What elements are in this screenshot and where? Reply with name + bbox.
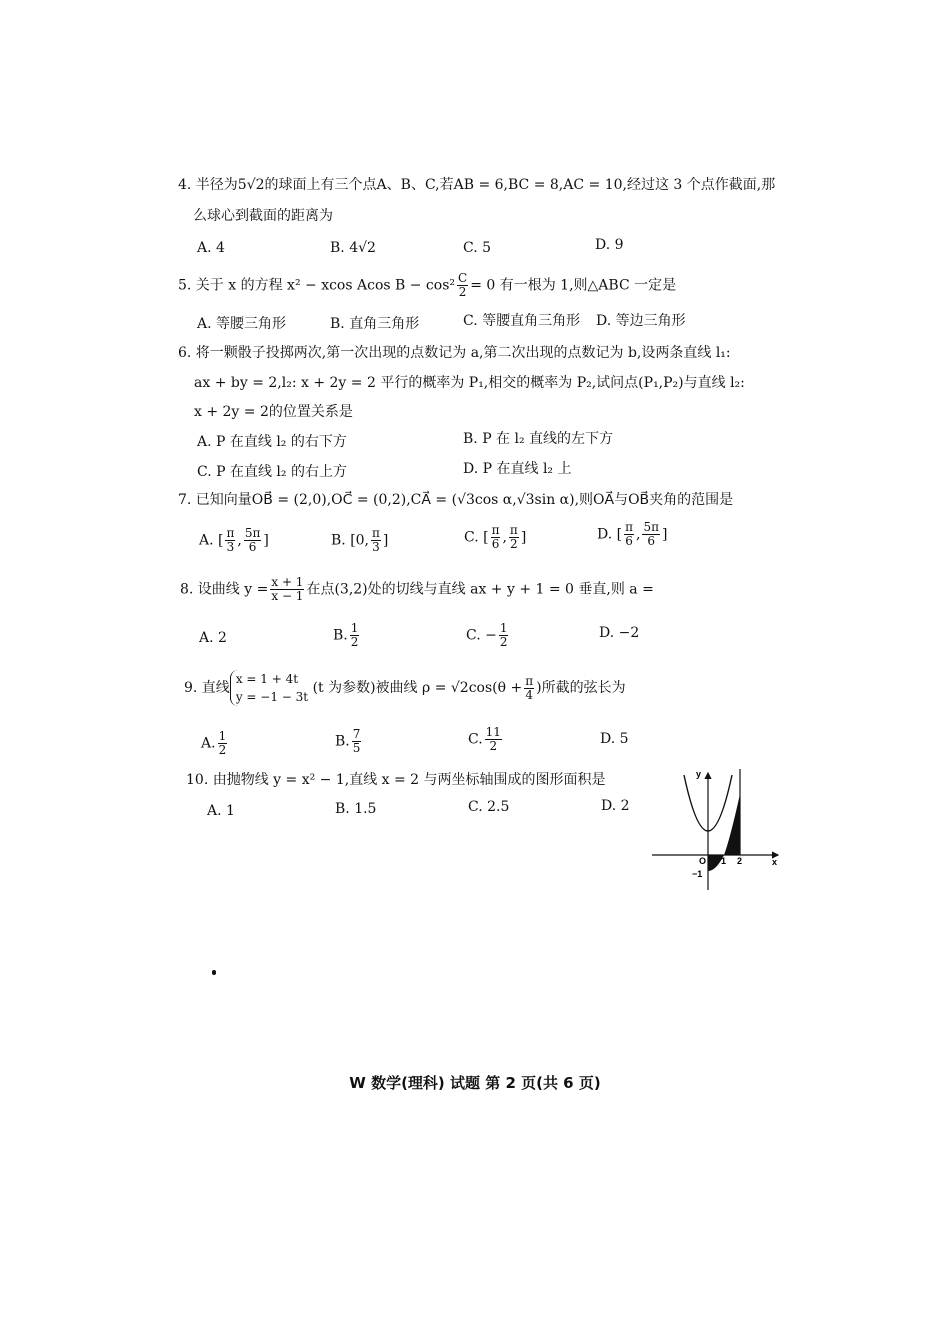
tick-2-label: 2 bbox=[737, 856, 743, 866]
q8-b-frac bbox=[350, 622, 360, 649]
q6-stem-line3: x + 2y = 2的位置关系是 bbox=[194, 404, 353, 420]
q9-frac-den: 4 bbox=[525, 687, 533, 702]
tick-neg1-label: −1 bbox=[692, 869, 703, 879]
q5-option-b: B. 直角三角形 bbox=[330, 316, 420, 332]
q10-option-b: B. 1.5 bbox=[335, 801, 377, 817]
q9-stem-after: )所截的弦长为 bbox=[536, 680, 626, 696]
q8-c-num: 1 bbox=[499, 621, 508, 635]
q5-option-a: A. 等腰三角形 bbox=[197, 316, 287, 332]
q9-equation-x: x = 1 + 4t bbox=[235, 672, 299, 686]
q10-option-a: A. 1 bbox=[207, 803, 235, 819]
q9-b-num: 7 bbox=[352, 727, 361, 741]
q9-option-a bbox=[201, 730, 229, 757]
q9-equation-y: y = −1 − 3t bbox=[235, 690, 309, 704]
q6-option-d: D. P 在直线 l₂ 上 bbox=[463, 461, 572, 477]
q7-stem: 7. 已知向量OB⃗ = (2,0),OC⃗ = (0,2),CA⃗ = (√3cos α,√3sin α),则OA⃗与OB⃗夹角的范围是 bbox=[178, 492, 734, 508]
q6-stem-line2: ax + by = 2,l₂: x + 2y = 2 平行的概率为 P₁,相交的概率为 P₂,试问点(P₁,P₂)与直线 l₂: bbox=[194, 375, 745, 391]
q10-option-c: C. 2.5 bbox=[468, 799, 510, 815]
q7-d-label: D. [ bbox=[597, 526, 623, 543]
q7-c-close: ] bbox=[520, 529, 527, 546]
q4-stem-line2: 么球心到截面的距离为 bbox=[193, 208, 333, 224]
stray-mark bbox=[212, 970, 216, 975]
q4-option-c: C. 5 bbox=[463, 240, 492, 256]
page-footer: W 数学(理科) 试题 第 2 页(共 6 页) bbox=[349, 1074, 601, 1092]
q9-a-den: 2 bbox=[218, 743, 227, 757]
q9-c-label: C. bbox=[468, 731, 483, 748]
q7-b-frac1-num: π bbox=[372, 526, 380, 540]
q9-equation-system bbox=[230, 670, 308, 706]
q7-a-frac1 bbox=[225, 527, 235, 554]
q5-stem bbox=[178, 272, 676, 299]
q9-frac-num: π bbox=[525, 673, 534, 688]
q9-b-den: 5 bbox=[352, 741, 361, 755]
q8-c-label: C. − bbox=[466, 627, 497, 644]
q8-option-b bbox=[333, 622, 361, 649]
q7-b-label: B. [0, bbox=[331, 532, 370, 549]
q9-a-label: A. bbox=[201, 735, 216, 752]
q5-stem-after: = 0 有一根为 1,则△ABC 一定是 bbox=[470, 277, 677, 294]
q8-frac-num: x + 1 bbox=[271, 575, 304, 589]
q9-option-b bbox=[335, 728, 363, 755]
q7-d-frac2-den: 6 bbox=[647, 534, 656, 548]
q7-d-frac1-den: 6 bbox=[625, 534, 633, 548]
q9-option-c bbox=[468, 726, 504, 753]
q7-b-close: ] bbox=[382, 532, 389, 549]
q8-c-den: 2 bbox=[499, 635, 508, 649]
q6-stem-line1: 6. 将一颗骰子投掷两次,第一次出现的点数记为 a,第二次出现的点数记为 b,设两条直线 l₁: bbox=[178, 345, 731, 361]
q5-frac-num: C bbox=[458, 271, 468, 285]
q8-option-c bbox=[466, 622, 510, 649]
shaded-area-upper bbox=[724, 794, 740, 855]
q8-stem-before: 8. 设曲线 y = bbox=[180, 581, 269, 598]
q7-option-b bbox=[331, 527, 388, 554]
q7-option-d: D. [ $\frac{\pi}{6}$ , $\frac{5\pi}{6}$ ] bbox=[597, 520, 668, 548]
q7-c-frac1 bbox=[491, 524, 501, 551]
q7-a-label: A. [ bbox=[199, 532, 224, 549]
q7-d-frac2-num: 5π bbox=[643, 520, 659, 534]
q7-a-frac1-den: 3 bbox=[226, 540, 235, 554]
q9-stem bbox=[184, 668, 626, 708]
q8-c-frac bbox=[499, 622, 509, 649]
q4-option-d: D. 9 bbox=[595, 237, 624, 253]
q7-c-frac2-num: π bbox=[509, 523, 518, 537]
q7-option-a: A. [ $\frac{\pi}{3}$ , $\frac{5\pi}{6}$ ] bbox=[199, 526, 269, 554]
q10-option-d: D. 2 bbox=[601, 798, 630, 814]
q9-b-label: B. bbox=[335, 733, 350, 750]
q7-a-frac2-den: 6 bbox=[248, 540, 257, 554]
origin-label: O bbox=[699, 856, 707, 866]
q7-a-frac2 bbox=[244, 527, 262, 554]
q9-c-num: 11 bbox=[485, 725, 501, 739]
q7-c-frac1-num: π bbox=[491, 523, 500, 537]
q7-d-frac1-num: π bbox=[625, 520, 633, 534]
q8-b-den: 2 bbox=[350, 635, 359, 649]
q4-stem-line1: 4. 半径为5√2的球面上有三个点A、B、C,若AB = 6,BC = 8,AC = 10,经过这 3 个点作截面,那 bbox=[178, 177, 776, 193]
q7-a-frac1-num: π bbox=[226, 526, 235, 540]
q10-stem: 10. 由抛物线 y = x² − 1,直线 x = 2 与两坐标轴围成的图形面积是 bbox=[186, 772, 606, 788]
q4-option-b: B. 4√2 bbox=[330, 240, 376, 256]
q9-a-num: 1 bbox=[218, 729, 227, 743]
q6-option-b: B. P 在 l₂ 直线的左下方 bbox=[463, 431, 614, 447]
x-axis-label: x bbox=[772, 857, 778, 867]
q9-b-frac bbox=[352, 728, 362, 755]
q7-b-frac1 bbox=[371, 527, 381, 554]
q9-a-frac bbox=[218, 730, 228, 757]
q7-d-frac2 bbox=[642, 521, 660, 548]
q8-b-num: 1 bbox=[350, 621, 359, 635]
q4-option-a: A. 4 bbox=[197, 240, 225, 256]
q7-c-label: C. [ bbox=[464, 529, 489, 546]
q6-option-a: A. P 在直线 l₂ 的右下方 bbox=[197, 434, 347, 450]
q5-option-d: D. 等边三角形 bbox=[596, 313, 686, 329]
q6-option-c: C. P 在直线 l₂ 的右上方 bbox=[197, 464, 347, 480]
q7-d-frac1 bbox=[624, 521, 634, 548]
q9-c-frac bbox=[485, 726, 502, 753]
q8-fraction bbox=[270, 576, 304, 603]
q7-c-frac2-den: 2 bbox=[510, 537, 518, 551]
q9-c-den: 2 bbox=[489, 739, 498, 753]
parabola-figure bbox=[648, 765, 788, 895]
q5-fraction bbox=[457, 272, 468, 299]
q5-frac-den: 2 bbox=[458, 285, 467, 299]
q7-b-frac1-den: 3 bbox=[372, 540, 380, 554]
q8-option-a: A. 2 bbox=[199, 630, 227, 646]
q7-c-frac2 bbox=[509, 524, 519, 551]
q8-stem-after: 在点(3,2)处的切线与直线 ax + y + 1 = 0 垂直,则 a = bbox=[306, 581, 654, 598]
q5-option-c: C. 等腰直角三角形 bbox=[463, 313, 581, 329]
q7-a-frac2-num: 5π bbox=[244, 526, 261, 540]
y-axis-label: y bbox=[696, 769, 702, 779]
q7-a-close: ] bbox=[263, 532, 269, 549]
q8-option-d: D. −2 bbox=[599, 625, 640, 641]
q9-fraction bbox=[524, 675, 534, 702]
q9-stem-mid: (t 为参数)被曲线 ρ = √2cos(θ + bbox=[312, 680, 523, 696]
q7-c-frac1-den: 6 bbox=[491, 537, 500, 551]
q7-option-c: C. [ $\frac{\pi}{6}$ , $\frac{\pi}{2}$ ] bbox=[464, 523, 527, 551]
q8-frac-den: x − 1 bbox=[271, 589, 304, 603]
q9-option-d: D. 5 bbox=[600, 731, 629, 747]
q7-d-close: ] bbox=[661, 526, 668, 543]
tick-1-label: 1 bbox=[721, 856, 727, 866]
q5-stem-before: 5. 关于 x 的方程 x² − xcos Acos B − cos² bbox=[178, 277, 455, 294]
q8-b-label: B. bbox=[333, 627, 348, 644]
q9-label: 9. 直线 bbox=[184, 680, 230, 696]
q8-stem bbox=[180, 576, 654, 603]
